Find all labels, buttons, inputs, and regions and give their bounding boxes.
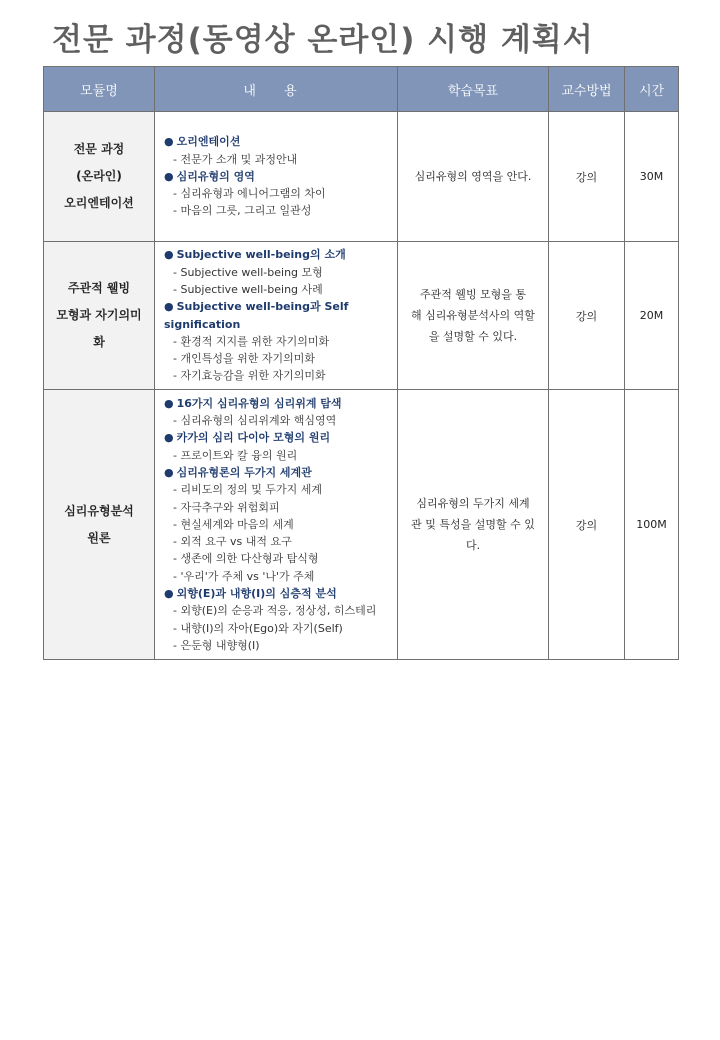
method-cell: 강의: [549, 242, 625, 390]
bullet-icon: ●: [164, 300, 174, 314]
topic-item: - 은둔형 내향형(I): [173, 638, 260, 652]
plan-body: [44, 112, 679, 660]
module-name-cell: [44, 390, 155, 660]
topic-item: - '우리'가 주체 vs '나'가 주체: [173, 569, 315, 583]
topic-item: - 심리유형의 심리위계와 핵심영역: [173, 414, 337, 428]
header-module: 모듈명: [44, 67, 155, 112]
method-cell: 강의: [549, 390, 625, 660]
topic-item: - 자극추구와 위험회피: [173, 500, 280, 514]
module-name-line: 화: [93, 335, 105, 349]
time-cell: 30M: [625, 112, 679, 242]
header-method: 교수방법: [549, 67, 625, 112]
header-row: [44, 67, 679, 112]
topic-heading: [164, 246, 393, 263]
topic-title: 심리유형론의 두가지 세계관: [176, 465, 312, 479]
content-cell: [155, 390, 398, 660]
topic-item: - 현실세계와 마음의 세계: [173, 517, 294, 531]
content-cell: [155, 112, 398, 242]
topic-heading: [164, 429, 393, 446]
module-name-line: 오리엔테이션: [64, 196, 134, 210]
goal-line: 심리유형의 두가지 세계: [416, 497, 530, 510]
module-name-line: (온라인): [76, 169, 122, 183]
bullet-icon: ●: [164, 587, 174, 601]
goal-cell: [398, 242, 549, 390]
bullet-icon: ●: [164, 135, 174, 149]
time-cell: 20M: [625, 242, 679, 390]
table-row: [44, 242, 679, 390]
goal-line: 해 심리유형분석사의 역할: [411, 309, 535, 322]
table-row: [44, 112, 679, 242]
topic-heading: [164, 464, 393, 481]
goal-line: 주관적 웰빙 모형을 통: [419, 288, 527, 301]
topic-item: - Subjective well-being 사례: [173, 282, 323, 296]
bullet-icon: ●: [164, 431, 174, 445]
bullet-icon: ●: [164, 169, 174, 183]
topic-item: - 자기효능감을 위한 자기의미화: [173, 369, 326, 383]
table-row: [44, 390, 679, 660]
topic-heading: [164, 395, 393, 412]
header-goal: 학습목표: [398, 67, 549, 112]
goal-cell: [398, 112, 549, 242]
plan-table: [43, 66, 679, 660]
bullet-icon: ●: [164, 465, 174, 479]
topic-item: - 외적 요구 vs 내적 요구: [173, 535, 292, 549]
bullet-icon: ●: [164, 248, 174, 262]
module-name-line: 전문 과정: [73, 142, 125, 156]
topic-title: 오리엔테이션: [176, 135, 241, 149]
topic-item: - 리비도의 정의 및 두가지 세계: [173, 483, 322, 497]
topic-item: - 환경적 지지를 위한 자기의미화: [173, 334, 330, 348]
topic-item: - 내향(I)의 자아(Ego)와 자기(Self): [173, 621, 343, 635]
page-title: 전문 과정(동영상 온라인) 시행 계획서: [52, 22, 594, 58]
topic-heading: [164, 298, 393, 333]
module-name-line: 심리유형분석: [64, 503, 134, 518]
module-name-cell: [44, 112, 155, 242]
module-name-line: 원론: [87, 530, 111, 545]
module-name-cell: [44, 242, 155, 390]
topic-item: - 외향(E)의 순응과 적응, 정상성, 히스테리: [173, 604, 377, 618]
goal-cell: [398, 390, 549, 660]
goal-line: 을 설명할 수 있다.: [428, 330, 518, 343]
topic-heading: [164, 168, 393, 185]
goal-line: 다.: [465, 539, 481, 552]
topic-title: Subjective well-being과 Self signification: [164, 300, 349, 331]
topic-title: Subjective well-being의 소개: [176, 248, 346, 262]
topic-title: 외향(E)과 내향(I)의 심층적 분석: [176, 587, 337, 601]
topic-item: - 생존에 의한 다산형과 탐식형: [173, 552, 319, 566]
topic-item: - 마음의 그릇, 그리고 일관성: [173, 204, 312, 218]
topic-title: 심리유형의 영역: [176, 169, 255, 183]
topic-title: 16가지 심리유형의 심리위계 탐색: [176, 396, 342, 410]
topic-item: - 개인특성을 위한 자기의미화: [173, 352, 315, 366]
topic-item: - 전문가 소개 및 과정안내: [173, 152, 298, 166]
topic-title: 카가의 심리 다이아 모형의 원리: [176, 431, 331, 445]
topic-item: - Subjective well-being 모형: [173, 265, 323, 279]
goal-line: 관 및 특성을 설명할 수 있: [411, 518, 535, 531]
goal-line: 심리유형의 영역을 안다.: [414, 170, 532, 183]
time-cell: 100M: [625, 390, 679, 660]
topic-item: - 심리유형과 에니어그램의 차이: [173, 187, 326, 201]
module-name-line: 모형과 자기의미: [56, 308, 142, 322]
header-time: 시간: [625, 67, 679, 112]
header-content: 내 용: [155, 67, 398, 112]
topic-item: - 프로이트와 칼 융의 원리: [173, 448, 298, 462]
method-cell: 강의: [549, 112, 625, 242]
module-name-line: 주관적 웰빙: [67, 281, 131, 295]
content-cell: [155, 242, 398, 390]
topic-heading: [164, 585, 393, 602]
bullet-icon: ●: [164, 396, 174, 410]
topic-heading: [164, 133, 393, 150]
